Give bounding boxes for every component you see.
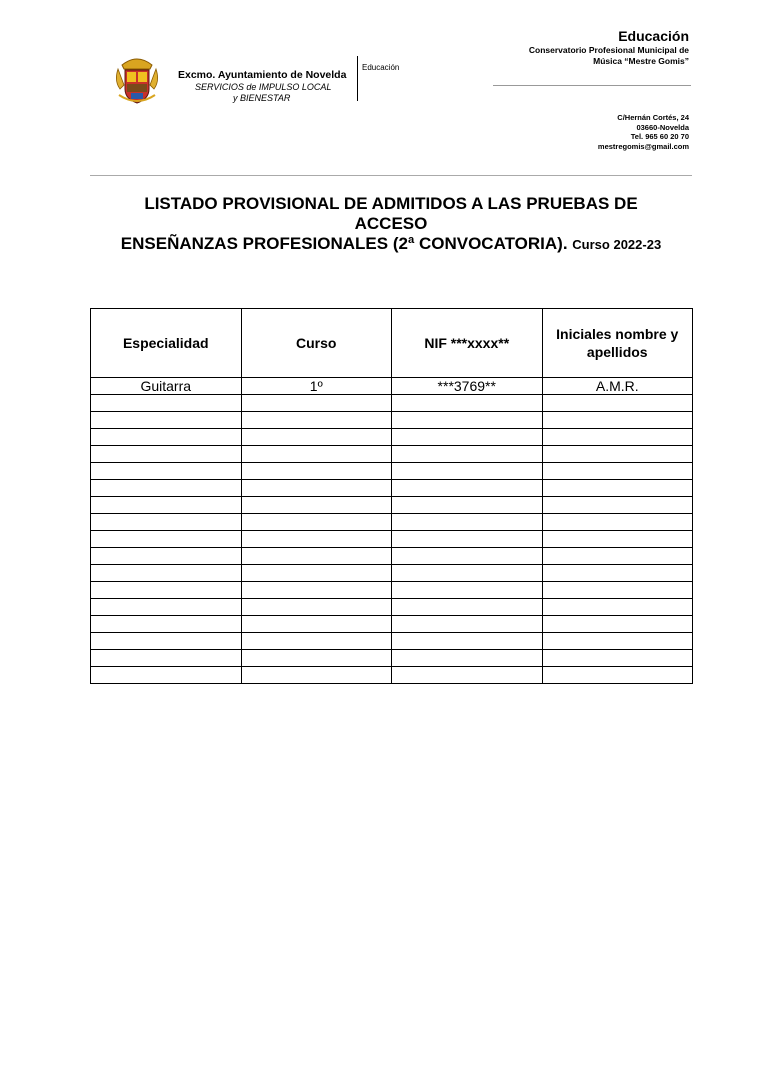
cell-especialidad <box>91 616 242 633</box>
cell-iniciales: A.M.R. <box>542 378 693 395</box>
cell-nif <box>392 582 543 599</box>
cell-iniciales <box>542 446 693 463</box>
table-row <box>91 514 693 531</box>
cell-iniciales <box>542 582 693 599</box>
table-row <box>91 429 693 446</box>
ayuntamiento-name: Excmo. Ayuntamiento de Novelda <box>178 69 347 81</box>
cell-nif <box>392 463 543 480</box>
header-divider <box>357 56 358 101</box>
column-header-iniciales: Iniciales nombre y apellidos <box>542 309 693 378</box>
table-row <box>91 395 693 412</box>
address-block <box>598 113 689 151</box>
document-title <box>90 194 692 255</box>
cell-nif <box>392 650 543 667</box>
admitted-list-table <box>90 308 693 684</box>
table-row <box>91 446 693 463</box>
table-row <box>91 531 693 548</box>
cell-nif <box>392 548 543 565</box>
cell-curso <box>241 650 392 667</box>
table-row <box>91 378 693 395</box>
cell-especialidad <box>91 667 242 684</box>
table-row <box>91 599 693 616</box>
cell-nif <box>392 565 543 582</box>
header-separator <box>90 175 692 176</box>
cell-iniciales <box>542 650 693 667</box>
header-rule <box>493 85 691 86</box>
cell-iniciales <box>542 548 693 565</box>
department-heading <box>529 28 689 67</box>
cell-especialidad <box>91 463 242 480</box>
title-line-2: ACCESO <box>354 214 428 233</box>
cell-especialidad: Guitarra <box>91 378 242 395</box>
cell-curso <box>241 548 392 565</box>
cell-curso <box>241 497 392 514</box>
column-header-especialidad: Especialidad <box>91 309 242 378</box>
cell-iniciales <box>542 565 693 582</box>
cell-nif <box>392 480 543 497</box>
cell-curso <box>241 480 392 497</box>
cell-nif <box>392 514 543 531</box>
table-row <box>91 633 693 650</box>
cell-especialidad <box>91 480 242 497</box>
cell-especialidad <box>91 599 242 616</box>
cell-curso: 1º <box>241 378 392 395</box>
table-row <box>91 497 693 514</box>
cell-especialidad <box>91 412 242 429</box>
cell-especialidad <box>91 395 242 412</box>
cell-iniciales <box>542 514 693 531</box>
cell-iniciales <box>542 633 693 650</box>
table-row <box>91 548 693 565</box>
cell-iniciales <box>542 616 693 633</box>
course-year: Curso 2022-23 <box>572 237 662 252</box>
cell-curso <box>241 633 392 650</box>
table-row <box>91 667 693 684</box>
column-header-curso: Curso <box>241 309 392 378</box>
cell-curso <box>241 667 392 684</box>
cell-curso <box>241 446 392 463</box>
cell-especialidad <box>91 565 242 582</box>
cell-especialidad <box>91 446 242 463</box>
cell-iniciales <box>542 480 693 497</box>
servicios-line-2: y BIENESTAR <box>233 93 291 103</box>
conservatorio-line-2: Música “Mestre Gomis” <box>593 56 689 66</box>
table-header-row <box>91 309 693 378</box>
cell-nif: ***3769** <box>392 378 543 395</box>
cell-curso <box>241 395 392 412</box>
address-email: mestregomis@gmail.com <box>597 141 689 151</box>
title-line-3 <box>90 234 692 255</box>
address-street: C/Hernán Cortés, 24 <box>617 113 689 122</box>
cell-curso <box>241 412 392 429</box>
cell-curso <box>241 514 392 531</box>
cell-nif <box>392 429 543 446</box>
table-body <box>91 378 693 684</box>
cell-iniciales <box>542 412 693 429</box>
conservatorio-line-1: Conservatorio Profesional Municipal de <box>528 45 689 55</box>
coat-of-arms-icon <box>114 55 160 105</box>
cell-especialidad <box>91 497 242 514</box>
cell-especialidad <box>91 650 242 667</box>
cell-especialidad <box>91 531 242 548</box>
cell-nif <box>392 616 543 633</box>
educacion-label: Educación <box>362 63 400 72</box>
cell-especialidad <box>91 548 242 565</box>
cell-iniciales <box>542 599 693 616</box>
cell-iniciales <box>542 531 693 548</box>
cell-curso <box>241 429 392 446</box>
educacion-title: Educación <box>618 28 689 44</box>
cell-iniciales <box>542 667 693 684</box>
cell-especialidad <box>91 514 242 531</box>
cell-nif <box>392 633 543 650</box>
cell-curso <box>241 599 392 616</box>
title-line-1: LISTADO PROVISIONAL DE ADMITIDOS A LAS PRUEBAS DE <box>144 194 638 213</box>
table-row <box>91 582 693 599</box>
cell-nif <box>392 395 543 412</box>
cell-curso <box>241 565 392 582</box>
servicios-line-1: SERVICIOS de IMPULSO LOCAL <box>195 82 332 92</box>
cell-nif <box>392 412 543 429</box>
table-row <box>91 616 693 633</box>
table-row <box>91 463 693 480</box>
table-row <box>91 650 693 667</box>
cell-curso <box>241 616 392 633</box>
cell-curso <box>241 463 392 480</box>
cell-iniciales <box>542 463 693 480</box>
cell-nif <box>392 667 543 684</box>
table-row <box>91 565 693 582</box>
cell-curso <box>241 531 392 548</box>
column-header-nif: NIF ***xxxx** <box>392 309 543 378</box>
cell-nif <box>392 497 543 514</box>
title-line-3-text: ENSEÑANZAS PROFESIONALES (2ª CONVOCATORIA). <box>120 234 568 253</box>
table-row <box>91 412 693 429</box>
cell-iniciales <box>542 497 693 514</box>
cell-nif <box>392 599 543 616</box>
cell-iniciales <box>542 429 693 446</box>
cell-especialidad <box>91 429 242 446</box>
cell-especialidad <box>91 582 242 599</box>
cell-nif <box>392 446 543 463</box>
address-city: 03660-Novelda <box>636 122 689 132</box>
cell-especialidad <box>91 633 242 650</box>
cell-nif <box>392 531 543 548</box>
table-row <box>91 480 693 497</box>
address-phone: Tel. 965 60 20 70 <box>630 132 689 141</box>
cell-iniciales <box>542 395 693 412</box>
cell-curso <box>241 582 392 599</box>
